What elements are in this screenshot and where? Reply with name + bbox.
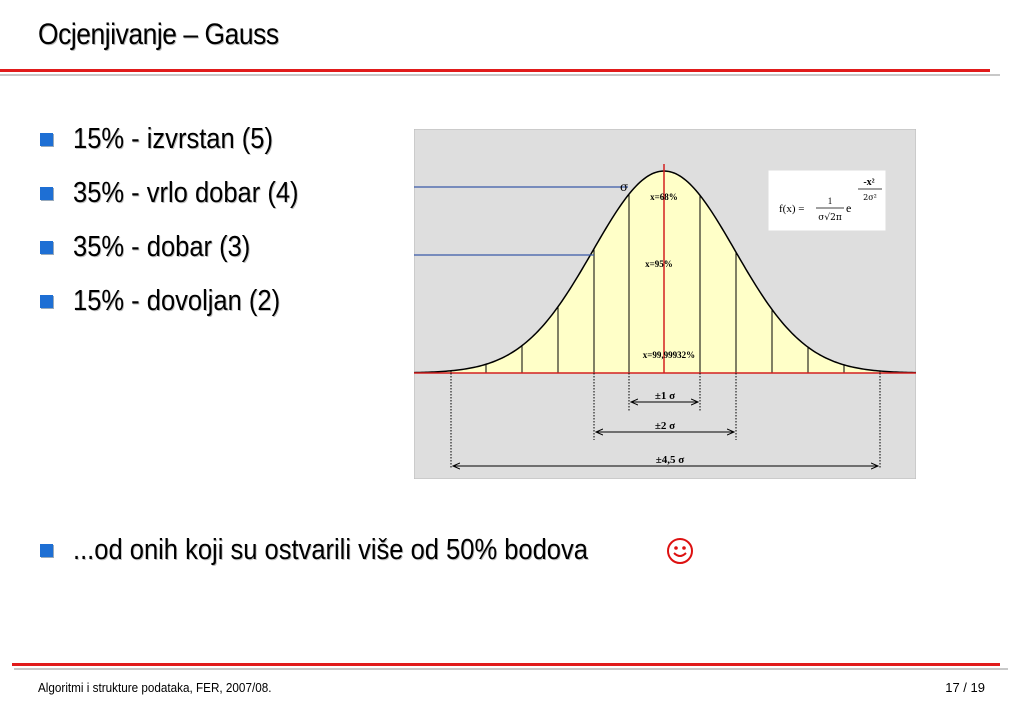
bullet-square-icon: [40, 133, 53, 146]
range-label-2sigma: ±2 σ: [654, 420, 676, 432]
band-label-68: x=68%: [650, 192, 678, 202]
formula-numerator: 1: [827, 196, 833, 206]
formula-box: [768, 170, 886, 231]
bullet-square-icon: [40, 241, 53, 254]
band-label-95: x=95%: [645, 259, 673, 269]
gauss-curve-figure: [414, 129, 916, 479]
list-item: 35% - vrlo dobar (4): [40, 166, 329, 220]
footer-page-number: 17 / 19: [945, 680, 985, 695]
formula-base: e: [846, 201, 852, 215]
sigma-label: σ: [620, 180, 629, 194]
grade-distribution-list: [40, 112, 329, 328]
footer-course: Algoritmi i strukture podataka, FER, 2007/08.: [38, 680, 272, 695]
list-item: 35% - dobar (3): [40, 220, 329, 274]
list-item: 15% - dovoljan (2): [40, 274, 329, 328]
footer-rule-red: [12, 663, 1000, 666]
title-rule-grey: [0, 74, 1000, 76]
bullet-square-icon: [40, 295, 53, 308]
title-rule-red: [0, 69, 990, 72]
slide-title: Ocjenjivanje – Gauss: [38, 18, 279, 51]
formula-lhs: f(x) =: [779, 203, 805, 215]
passing-note: ...od onih koji su ostvarili više od 50% bodova: [40, 534, 694, 567]
formula-denominator: σ√2π: [818, 213, 842, 223]
formula-exp-denominator: 2σ²: [863, 193, 877, 202]
range-label-1sigma: ±1 σ: [654, 390, 676, 402]
band-label-9999: x=99,99932%: [642, 350, 696, 360]
bullet-square-icon: [40, 187, 53, 200]
formula-exp-numerator: -x²: [863, 177, 875, 188]
footer-rule-grey: [14, 668, 1008, 670]
range-label-45sigma: ±4,5 σ: [655, 454, 685, 466]
bullet-square-icon: [40, 544, 53, 557]
smiley-face-icon: [666, 537, 694, 565]
list-item: 15% - izvrstan (5): [40, 112, 329, 166]
